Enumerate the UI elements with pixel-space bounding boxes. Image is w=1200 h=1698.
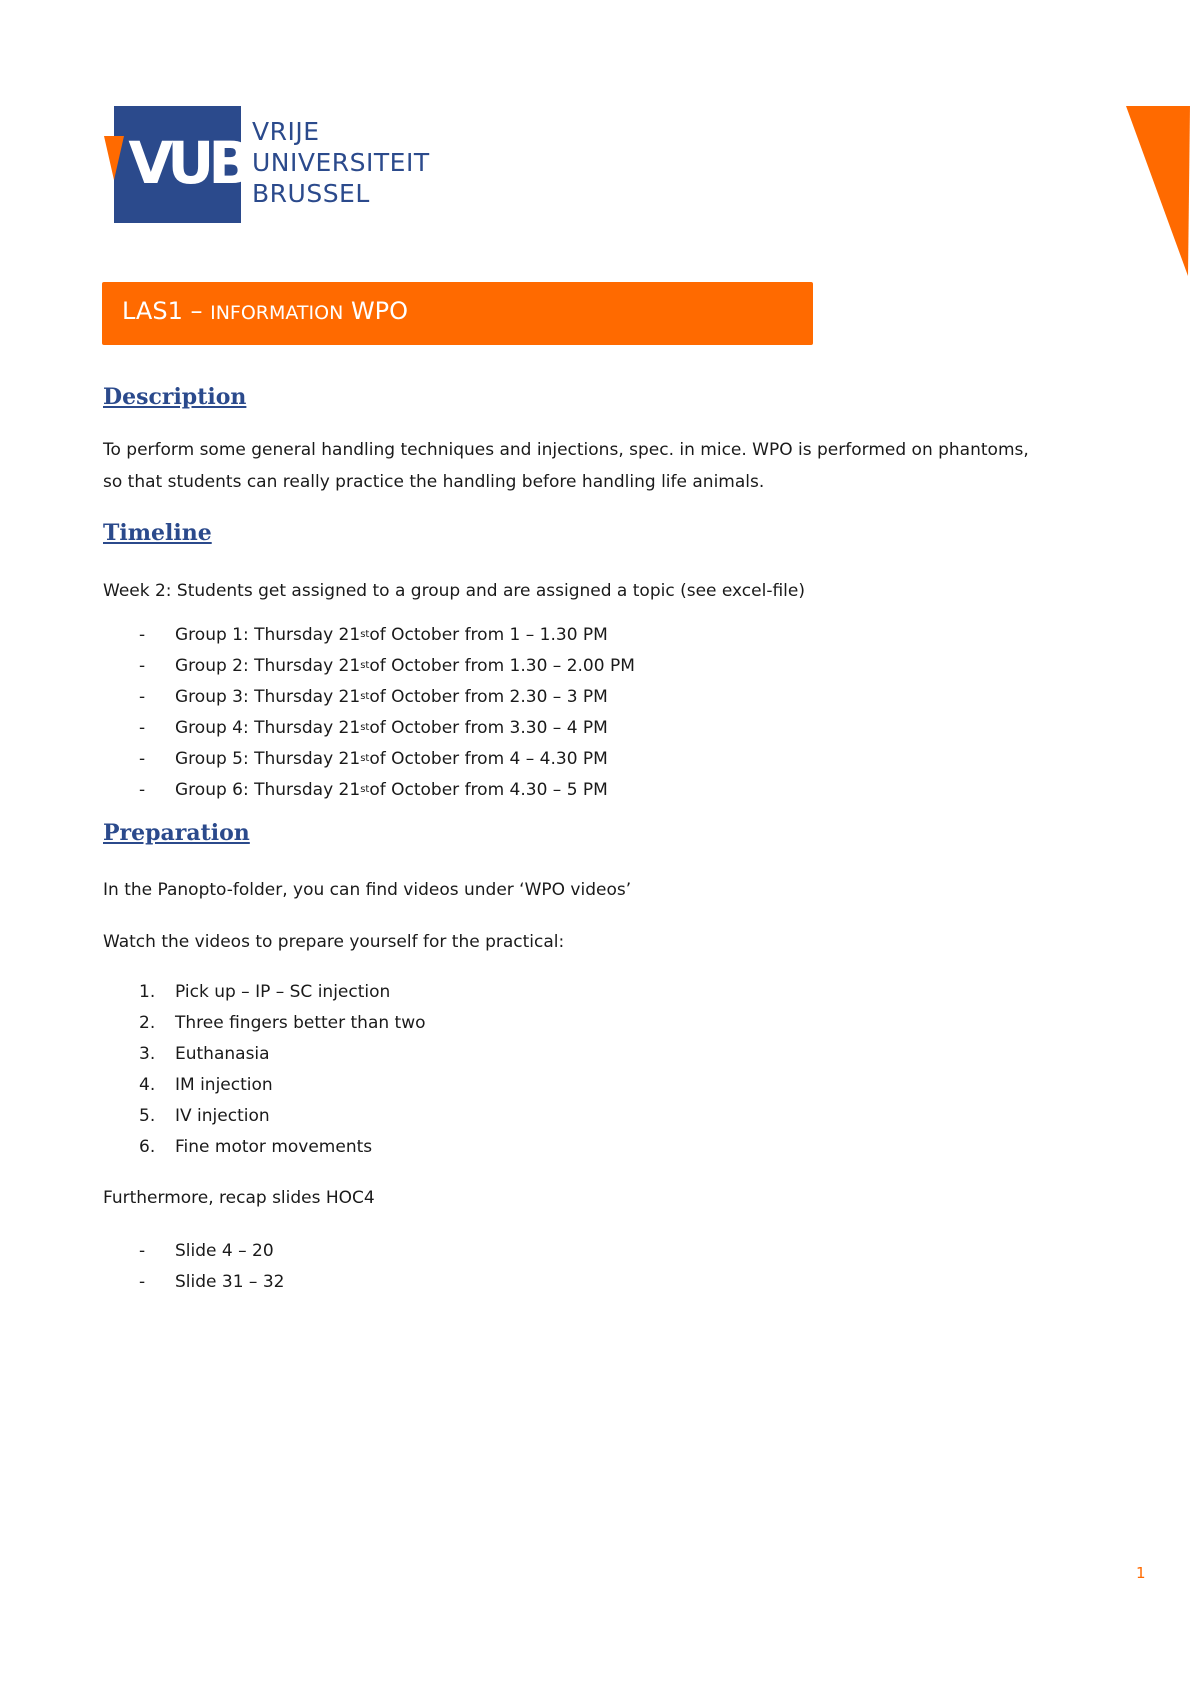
ordinal-suffix: st (360, 629, 370, 640)
group-text: Group 3: Thursday 21 (175, 686, 361, 707)
list-number: 6. (139, 1136, 156, 1157)
title-prefix: LAS1 – (122, 297, 211, 325)
list-item (103, 743, 635, 774)
list-item (103, 712, 635, 743)
description-heading: Description (103, 384, 247, 410)
title-middle: INFORMATION (210, 302, 344, 324)
list-item (103, 1100, 426, 1131)
logo-accent-icon (104, 136, 124, 180)
list-item (103, 1038, 426, 1069)
list-item (103, 976, 426, 1007)
video-title: Euthanasia (175, 1043, 270, 1064)
logo-mark (114, 106, 247, 223)
preparation-heading: Preparation (103, 820, 250, 846)
page-title (122, 297, 408, 325)
logo-mark-text: VUB (128, 129, 247, 197)
list-item (103, 1131, 426, 1162)
video-title: Pick up – IP – SC injection (175, 981, 391, 1002)
slide-range: Slide 4 – 20 (175, 1240, 274, 1261)
timeline-intro: Week 2: Students get assigned to a group and are assigned a topic (see excel-file) (103, 581, 805, 601)
list-marker: - (139, 748, 146, 769)
corner-triangle-icon (1126, 106, 1190, 276)
ordinal-suffix: st (360, 660, 370, 671)
list-item (103, 1069, 426, 1100)
group-text: Group 2: Thursday 21 (175, 655, 361, 676)
list-marker: - (139, 1271, 146, 1292)
list-marker: - (139, 655, 146, 676)
group-text: Group 4: Thursday 21 (175, 717, 361, 738)
logo-line-3: BRUSSEL (252, 179, 370, 208)
ordinal-suffix: st (360, 691, 370, 702)
title-banner (102, 282, 813, 345)
group-time: of October from 1 – 1.30 PM (369, 624, 608, 645)
list-item (103, 1007, 426, 1038)
group-time: of October from 3.30 – 4 PM (369, 717, 608, 738)
list-item (103, 681, 635, 712)
list-item (103, 1235, 284, 1266)
list-item (103, 1266, 284, 1297)
video-list (103, 976, 426, 1162)
ordinal-suffix: st (360, 784, 370, 795)
logo-line-1: VRIJE (252, 117, 320, 146)
list-item (103, 650, 635, 681)
list-number: 2. (139, 1012, 156, 1033)
recap-line: Furthermore, recap slides HOC4 (103, 1188, 375, 1208)
description-line-2: so that students can really practice the handling before handling life animals. (103, 472, 765, 492)
ordinal-suffix: st (360, 722, 370, 733)
list-item (103, 774, 635, 805)
title-suffix: WPO (343, 297, 409, 325)
watch-videos-line: Watch the videos to prepare yourself for the practical: (103, 932, 565, 952)
logo-wordmark (252, 116, 430, 209)
list-number: 1. (139, 981, 156, 1002)
list-marker: - (139, 686, 146, 707)
slide-list (103, 1235, 284, 1297)
group-time: of October from 4.30 – 5 PM (369, 779, 608, 800)
group-time: of October from 1.30 – 2.00 PM (369, 655, 635, 676)
video-title: Fine motor movements (175, 1136, 373, 1157)
slide-range: Slide 31 – 32 (175, 1271, 285, 1292)
list-marker: - (139, 624, 146, 645)
video-title: IM injection (175, 1074, 273, 1095)
video-title: IV injection (175, 1105, 270, 1126)
group-text: Group 6: Thursday 21 (175, 779, 361, 800)
panopto-folder-line: In the Panopto-folder, you can find videos under ‘WPO videos’ (103, 880, 632, 900)
vub-logo (104, 106, 430, 226)
list-number: 4. (139, 1074, 156, 1095)
list-item (103, 619, 635, 650)
group-text: Group 5: Thursday 21 (175, 748, 361, 769)
group-text: Group 1: Thursday 21 (175, 624, 361, 645)
list-number: 5. (139, 1105, 156, 1126)
list-marker: - (139, 717, 146, 738)
list-marker: - (139, 1240, 146, 1261)
list-marker: - (139, 779, 146, 800)
video-title: Three fingers better than two (175, 1012, 426, 1033)
group-list (103, 619, 635, 805)
ordinal-suffix: st (360, 753, 370, 764)
group-time: of October from 4 – 4.30 PM (369, 748, 608, 769)
description-line-1: To perform some general handling techniques and injections, spec. in mice. WPO is performed on phantoms, (103, 440, 1029, 460)
list-number: 3. (139, 1043, 156, 1064)
group-time: of October from 2.30 – 3 PM (369, 686, 608, 707)
timeline-heading: Timeline (103, 520, 212, 546)
logo-line-2: UNIVERSITEIT (252, 148, 430, 177)
page-number: 1 (1136, 1564, 1146, 1582)
